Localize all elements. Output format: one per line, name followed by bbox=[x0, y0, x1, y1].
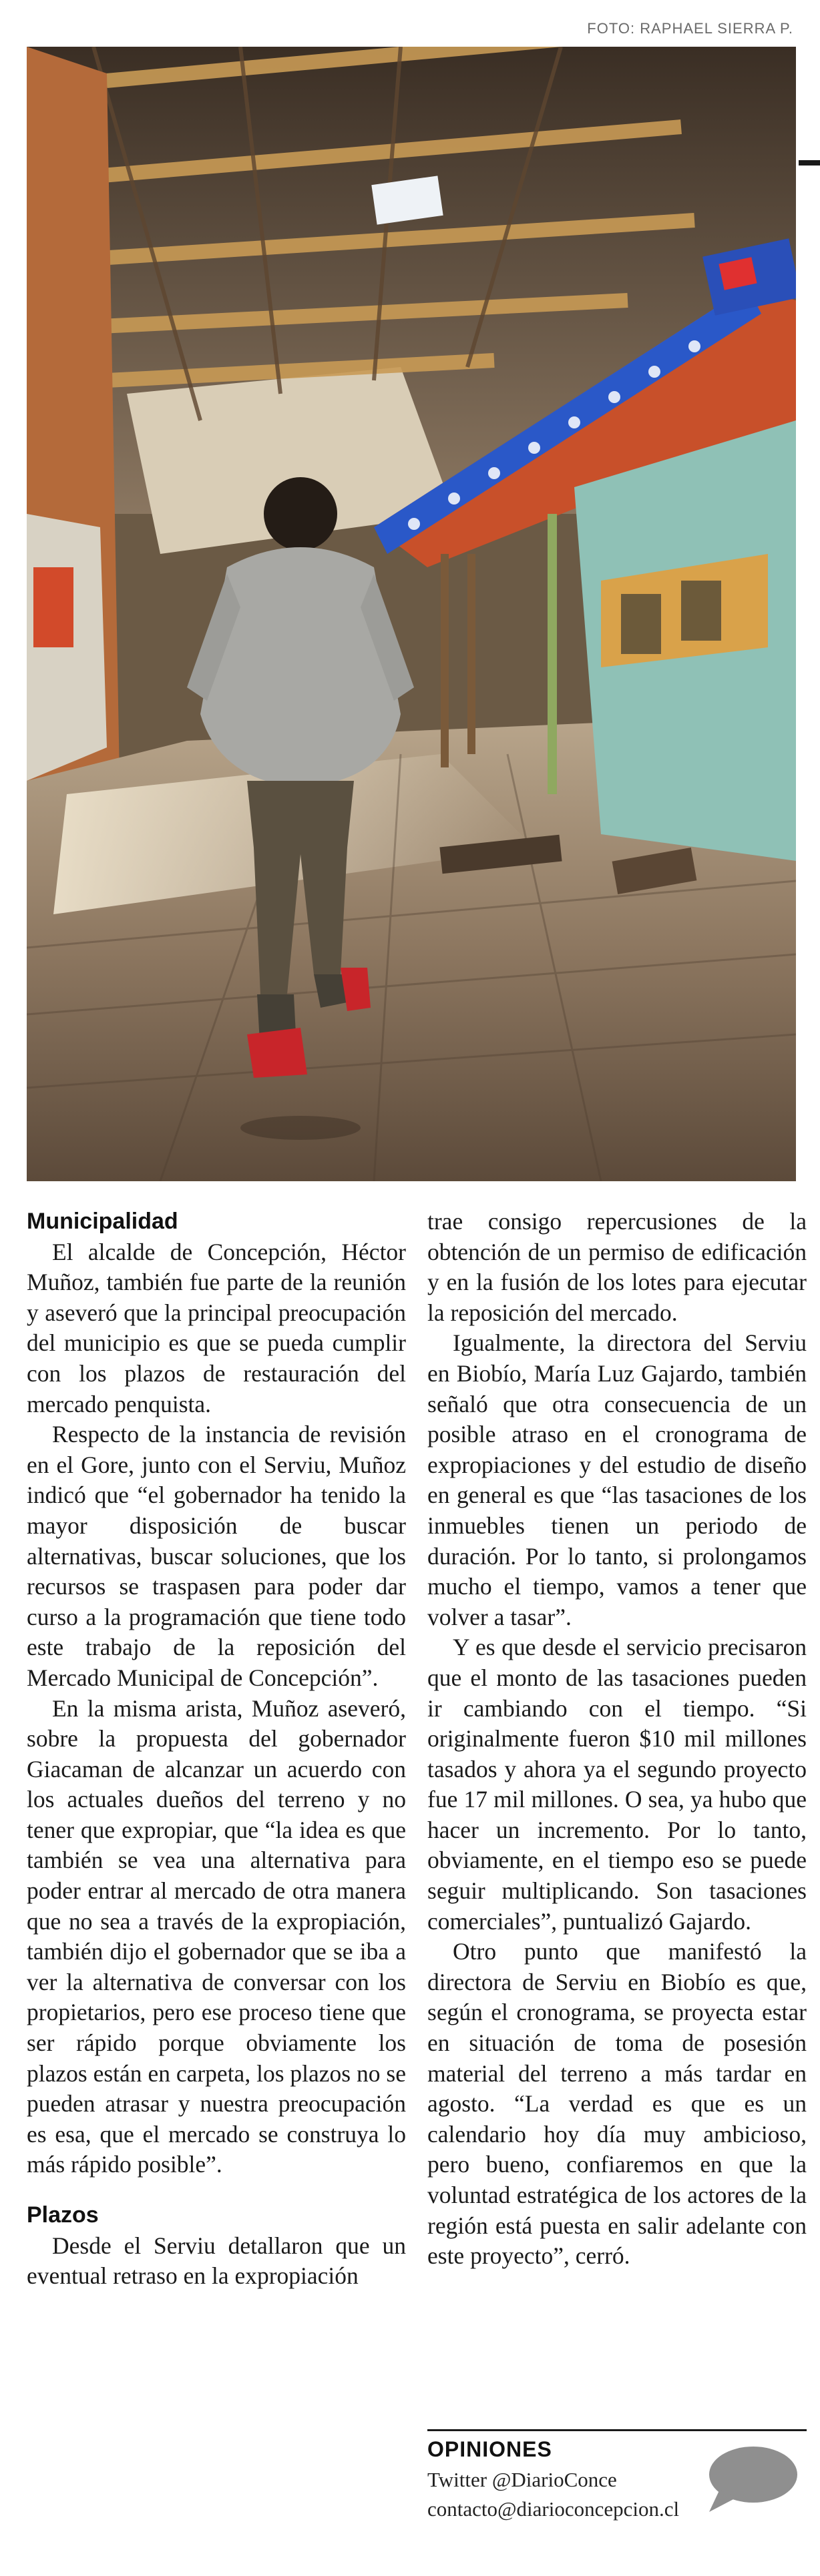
article-photo bbox=[27, 47, 796, 1181]
speech-bubble-icon bbox=[705, 2445, 799, 2518]
section-heading-plazos: Plazos bbox=[27, 2202, 99, 2228]
article-paragraph-continued: trae consigo repercusiones de la obtención de un permiso de edificación y en la fusión de los lotes para ejecutar la reposición del mercado. bbox=[427, 1208, 807, 1326]
contact-email[interactable]: contacto@diarioconcepcion.cl bbox=[427, 2497, 680, 2521]
opinions-title: OPINIONES bbox=[427, 2437, 552, 2461]
article-paragraph: Desde el Serviu detallaron que un eventual retraso en la expropiación bbox=[27, 2232, 406, 2290]
article-paragraph: En la misma arista, Muñoz aseveró, sobre la propuesta del gobernador Giacaman de alcanzar un acuerdo con los actuales dueños del terreno y no tener que expropiar, que “la idea es que también se vea una alternativa para poder entrar al mercado de otra manera que no sea a través de la expropiación, también dijo el gobernador que se iba a ver la alternativa de conversar con los propietarios, pero ese proceso tiene que ser rápido porque obviamente los plazos están en carpeta, los plazos no se pueden atrasar y nuestra preocupación es esa, que el mercado se construya lo más rápido posible”. bbox=[27, 1694, 406, 2178]
article-column-left bbox=[27, 1207, 406, 2292]
article-paragraph: Igualmente, la directora del Serviu en Biobío, María Luz Gajardo, también señaló que otra consecuencia de un posible atraso en el cronograma de expropiaciones y del estudio de diseño en general es que “las tasaciones de los inmuebles tienen un periodo de duración. Por lo tanto, si prolongamos mucho el tiempo, vamos a tener que volver a tasar”. bbox=[427, 1329, 807, 1630]
column-rule-marker bbox=[799, 160, 820, 166]
article-paragraph: Respecto de la instancia de revisión en el Gore, junto con el Serviu, Muñoz indicó que “el gobernador ha tenido la mayor disposición de buscar alternativas, buscar soluciones, que los recursos se traspasen para poder dar curso a la programación que tiene todo este trabajo de la reposición del Mercado Municipal de Concepción”. bbox=[27, 1421, 406, 1691]
article-paragraph: El alcalde de Concepción, Héctor Muñoz, también fue parte de la reunión y aseveró que la principal preocupación del municipio es que se pueda cumplir con los plazos de restauración del mercado penquista. bbox=[27, 1238, 406, 1417]
twitter-handle[interactable]: Twitter @DiarioConce bbox=[427, 2468, 617, 2491]
article-paragraph: Otro punto que manifestó la directora de Serviu en Biobío es que, según el cronograma, se proyecta estar en situación de toma de posesión material del terreno a más tardar en agosto. “La verdad es que es un calendario hoy día muy ambicioso, pero bueno, confiaremos en que la voluntad estratégica de los actores de la región está puesta en salir adelante con este proyecto”, cerró. bbox=[427, 1938, 807, 2270]
article-column-right bbox=[427, 1207, 807, 2272]
article-paragraph: Y es que desde el servicio precisaron que el monto de las tasaciones pueden ir cambiando con el tiempo. “Si originalmente fueron $10 mil millones tasados y ahora ya el segundo proyecto fue 17 mil millones. O sea, ya hubo que hacer un incremento. Por lo tanto, obviamente, en el tiempo eso se puede seguir multiplicando. Son tasaciones comerciales”, puntualizó Gajardo. bbox=[427, 1634, 807, 1935]
footer-divider bbox=[427, 2429, 807, 2431]
section-heading-municipalidad: Municipalidad bbox=[27, 1209, 178, 1234]
photo-credit: FOTO: RAPHAEL SIERRA P. bbox=[587, 20, 793, 37]
